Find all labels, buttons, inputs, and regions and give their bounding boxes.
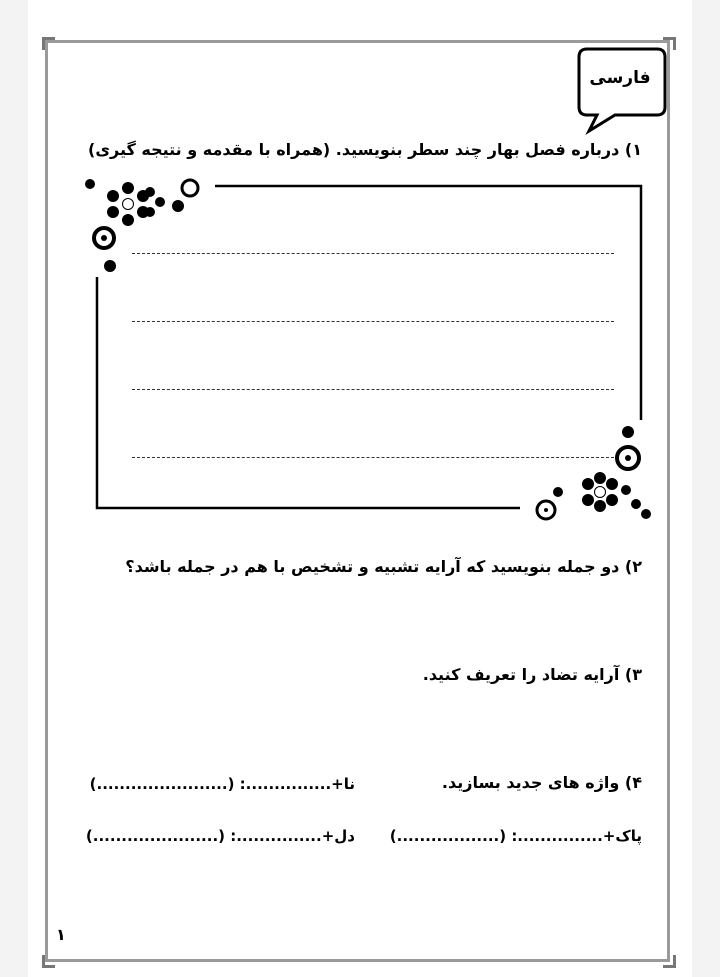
word-blank: ...............:	[511, 827, 603, 845]
border-corner	[42, 37, 55, 50]
writing-frame	[80, 172, 660, 527]
flower-ornament	[85, 179, 198, 272]
writing-line[interactable]	[132, 457, 614, 458]
question-text: واژه های جدید بسازید.	[441, 773, 620, 792]
page-number: ۱	[56, 925, 66, 944]
word-prefix: دل+	[321, 827, 355, 845]
question-number: ۲)	[624, 557, 642, 576]
word-prefix: نا+	[331, 775, 355, 793]
speech-bubble-icon	[575, 45, 670, 135]
word-item[interactable]	[390, 827, 642, 845]
border-corner	[663, 955, 676, 968]
subject-title: فارسی	[589, 68, 651, 88]
word-answer: (.......................)	[89, 775, 235, 793]
flower-ornament	[537, 426, 651, 519]
question-2	[125, 557, 642, 576]
question-text: درباره فصل بهار چند سطر بنویسید. (همراه با مقدمه و نتیجه گیری)	[88, 140, 620, 159]
word-item[interactable]	[86, 827, 355, 845]
border-corner	[42, 955, 55, 968]
writing-line[interactable]	[132, 253, 614, 254]
question-text: دو جمله بنویسید که آرایه تشبیه و تشخیص با هم در جمله باشد؟	[125, 557, 620, 576]
question-number: ۴)	[624, 773, 642, 792]
writing-line[interactable]	[132, 389, 614, 390]
question-4	[442, 773, 642, 792]
question-3	[423, 665, 642, 684]
word-item[interactable]	[90, 775, 355, 793]
question-number: ۱)	[624, 140, 642, 159]
word-prefix: پاک+	[602, 827, 642, 845]
question-text: آرایه تضاد را تعریف کنید.	[422, 665, 620, 684]
word-blank: ...............:	[239, 775, 332, 793]
word-answer: (......................)	[85, 827, 225, 845]
word-answer: (..................)	[389, 827, 507, 845]
writing-line[interactable]	[132, 321, 614, 322]
question-number: ۳)	[624, 665, 642, 684]
word-blank: ...............:	[230, 827, 322, 845]
question-1	[88, 140, 642, 159]
